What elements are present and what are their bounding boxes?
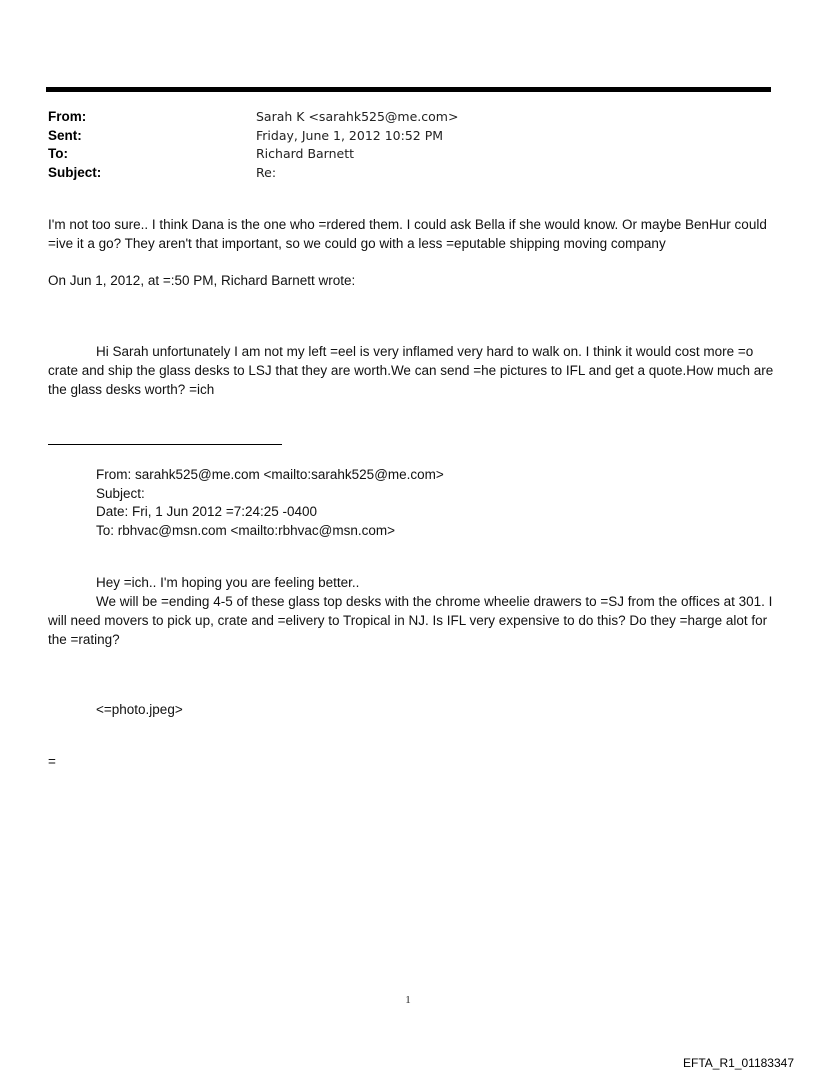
from-label: From:	[48, 109, 87, 124]
header-rule	[46, 87, 771, 92]
forwarded-from: From: sarahk525@me.com <mailto:sarahk525@me.com>	[96, 467, 444, 482]
quote-intro: On Jun 1, 2012, at =:50 PM, Richard Barnett wrote:	[48, 273, 356, 288]
forwarded-to: To: rbhvac@msn.com <mailto:rbhvac@msn.com>	[96, 522, 396, 538]
from-row	[48, 108, 748, 127]
to-label: To:	[48, 146, 68, 161]
to-value: Richard Barnett	[256, 146, 355, 161]
document-id: EFTA_R1_01183347	[683, 1056, 794, 1070]
subject-label: Subject:	[48, 164, 102, 180]
quote-divider	[48, 444, 282, 445]
email-header	[48, 108, 748, 182]
forwarded-header	[96, 466, 444, 540]
subject-value: Re:	[256, 164, 277, 180]
forwarded-date: Date: Fri, 1 Jun 2012 =7:24:25 -0400	[96, 504, 318, 519]
forwarded-greeting: Hey =ich.. I'm hoping you are feeling better..	[96, 575, 360, 590]
trailer-text: =	[48, 754, 56, 769]
to-row	[48, 145, 748, 164]
sent-value: Friday, June 1, 2012 10:52 PM	[256, 127, 444, 143]
forwarded-subject: Subject:	[96, 485, 145, 501]
page-number: 1	[405, 994, 411, 1006]
from-value: Sarah K <sarahk525@me.com>	[256, 109, 459, 124]
reply-paragraph: I'm not too sure.. I think Dana is the one who =rdered them. I could ask Bella if she would know. Or maybe BenHur could =ive it a go? They aren't that important, so we could go with a less =eputable shipping moving company	[48, 217, 767, 251]
sent-label: Sent:	[48, 127, 82, 143]
quoted-paragraph: Hi Sarah unfortunately I am not my left =eel is very inflamed very hard to walk on. I think it would cost more =o crate and ship the glass desks to LSJ that they are worth.We can send =he pictures to IFL and get a quote.How much are the glass desks worth? =ich	[48, 344, 774, 397]
attachment-name: <=photo.jpeg>	[96, 702, 183, 717]
sent-row	[48, 127, 748, 146]
forwarded-message: We will be =ending 4-5 of these glass top desks with the chrome wheelie drawers to =SJ from the offices at 301. I will need movers to pick up, crate and =elivery to Tropical in NJ. Is IFL very expensive to do this? Do they =harge alot for the =rating?	[48, 594, 773, 647]
subject-row	[48, 164, 748, 183]
